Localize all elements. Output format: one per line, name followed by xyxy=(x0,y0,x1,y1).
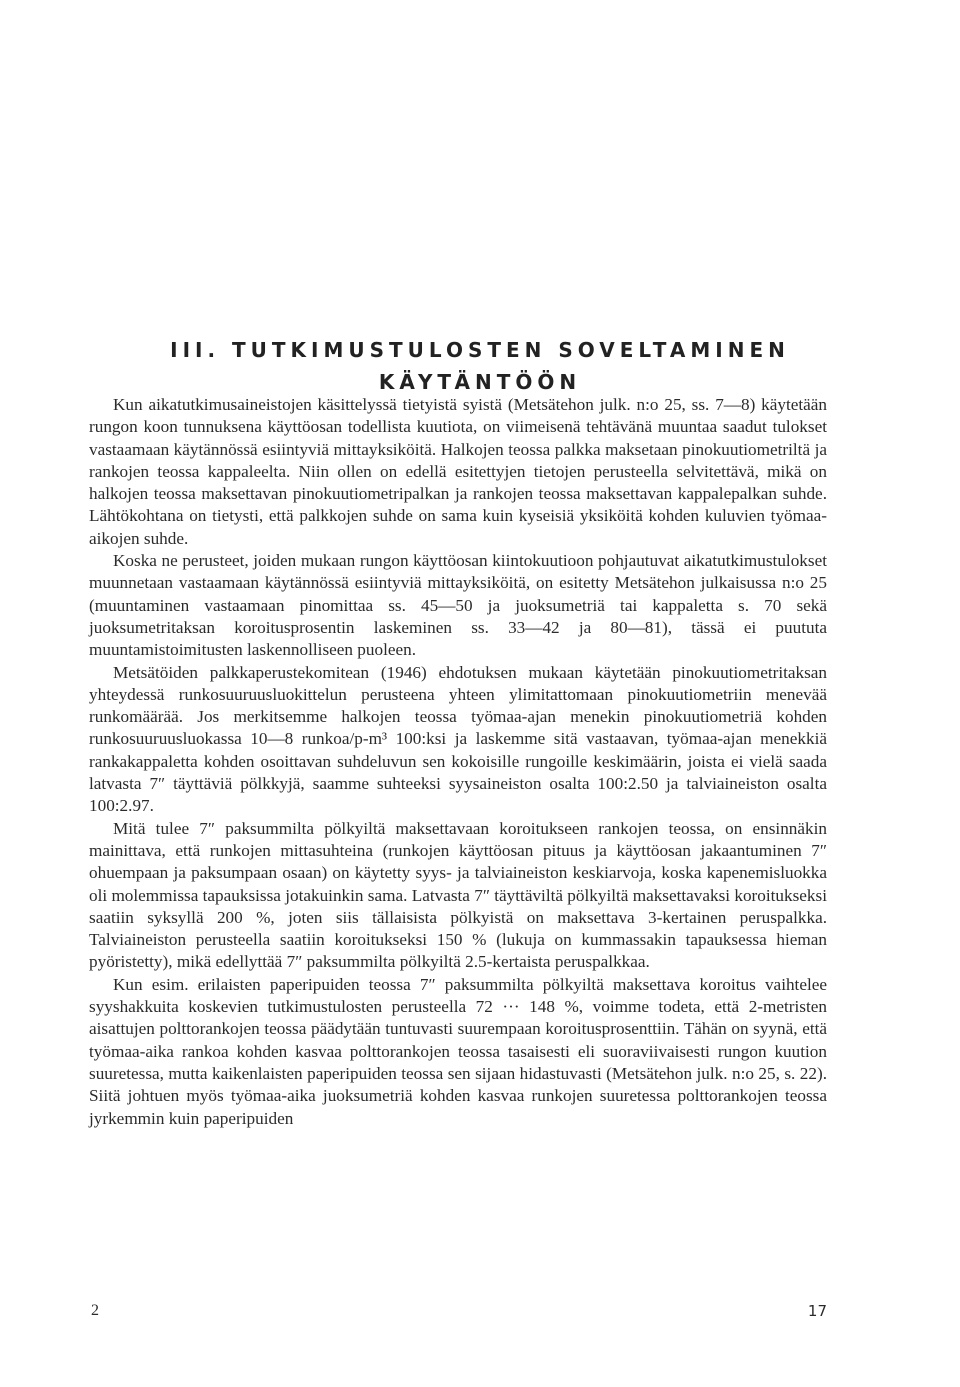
page-footer xyxy=(89,1302,827,1322)
chapter-heading-line-2: KÄYTÄNTÖÖN xyxy=(378,370,582,395)
paragraph-2: Koska ne perusteet, joiden mukaan rungon käyttöosan kiintokuutioon pohjautuvat aikatutkimustulokset muunnetaan vastaamaan käytännössä esiintyviä mittayksiköitä, on esitetty Metsätehon julkaisussa n:o 25 (muuntaminen vastaamaan pinomittaa ss. 45—50 ja juoksumetriä tai kappaletta s. 70 sekä juoksumetritaksan koroitusprosentin laskeminen ss. 33—42 ja 80—81), tässä ei puututa muuntamistoimitusten laskennolliseen puoleen. xyxy=(89,551,827,660)
chapter-heading-line-1: III. TUTKIMUSTULOSTEN SOVELTAMINEN xyxy=(170,338,790,363)
chapter-heading xyxy=(90,335,870,397)
page-number: 17 xyxy=(807,1302,827,1320)
printer-signature: 2 xyxy=(91,1302,99,1319)
paragraph-1: Kun aikatutkimusaineistojen käsittelyssä tietyistä syistä (Metsätehon julk. n:o 25, ss. 7—8) käytetään rungon koon tunnuksena käyttöosan todellista kuutiota, on viimeisenä tehtävänä muuntaa saadut tulokset vastaamaan käytännössä esiintyviä mittayksiköitä. Halkojen teossa palkka maksetaan pinokuutiometriltä ja rankojen teossa kappaleelta. Niin ollen on edellä esitettyjen tietojen perusteella selvitettävä, mikä on halkojen teossa maksettavan pinokuutiometripalkan ja rankojen teossa maksettavan kappalepalkan suhde. Lähtökohtana on tietysti, että palkkojen suhde on sama kuin kyseisiä yksiköitä kohden kuluvien työmaa-aikojen suhde. xyxy=(89,395,827,548)
body-text xyxy=(89,394,827,1130)
paragraph-4: Mitä tulee 7″ paksummilta pölkyiltä maksettavaan koroitukseen rankojen teossa, on ensinnäkin mainittava, että runkojen mittasuhteina (runkojen käyttöosan pituus ja käyttöosan jakaantuminen 7″ ohuempaan ja paksumpaan osaan) on käytetty syys- ja talviaineiston keskiarvoja, koska kapenemisluokka oli molemmissa tapauksissa jotakuinkin sama. Latvasta 7″ täyttäviltä pölkyiltä maksettavaksi koroitukseksi saatiin syksyllä 200 %, joten siis tällaisista pölkyistä on maksettava 3-kertainen peruspalkka. Talviaineiston perusteella saatiin koroitukseksi 150 % (lukuja on kummassakin tapauksessa hieman pyöristetty), mikä edellyttää 7″ paksummilta pölkyiltä 2.5-kertaista peruspalkkaa. xyxy=(89,818,827,972)
paragraph-3: Metsätöiden palkkaperustekomitean (1946) ehdotuksen mukaan käytetään pinokuutiometritaksan yhteydessä runkosuuruusluokittelun perusteena yhteen ylimitattomaan pinokuutiometriin menevää runkomäärää. Jos merkitsemme halkojen teossa työmaa-ajan menekin pinokuutiometriä kohden runkosuuruusluokassa 10—8 runkoa/p-m³ 100:ksi ja laskemme sitä vastaavan, työmaa-ajan menekkiä rankakappaletta kohden osoittavan suhdeluvun sen kokoisille rungoille keskimäärin, joista ei vielä saada latvasta 7″ täyttäviä pölkkyjä, saamme suhteeksi syysaineiston osalta 100:2.50 ja talviaineiston osalta 100:2.97. xyxy=(89,662,827,816)
paragraph-5: Kun esim. erilaisten paperipuiden teossa 7″ paksummilta pölkyiltä maksettava koroitus vaihtelee syyshakkuita koskevien tutkimustulosten perusteella 72 ··· 148 %, voimme todeta, että 2-metristen aisattujen polttorankojen teossa päädytään tuntuvasti suurempaan koroitusprosenttiin. Tähän on syynä, että työmaa-aika rankoa kohden kasvaa polttorankojen teossa tasaisesti eli suoraviivaisesti rungon kuution suuretessa, mutta kaikenlaisten paperipuiden teossa sen sijaan hidastuvasti (Metsätehon julk. n:o 25, s. 22). Siitä johtuen myös työmaa-aika juoksumetriä kohden kasvaa runkojen suuretessa polttorankojen teossa jyrkemmin kuin paperipuiden xyxy=(89,974,827,1128)
